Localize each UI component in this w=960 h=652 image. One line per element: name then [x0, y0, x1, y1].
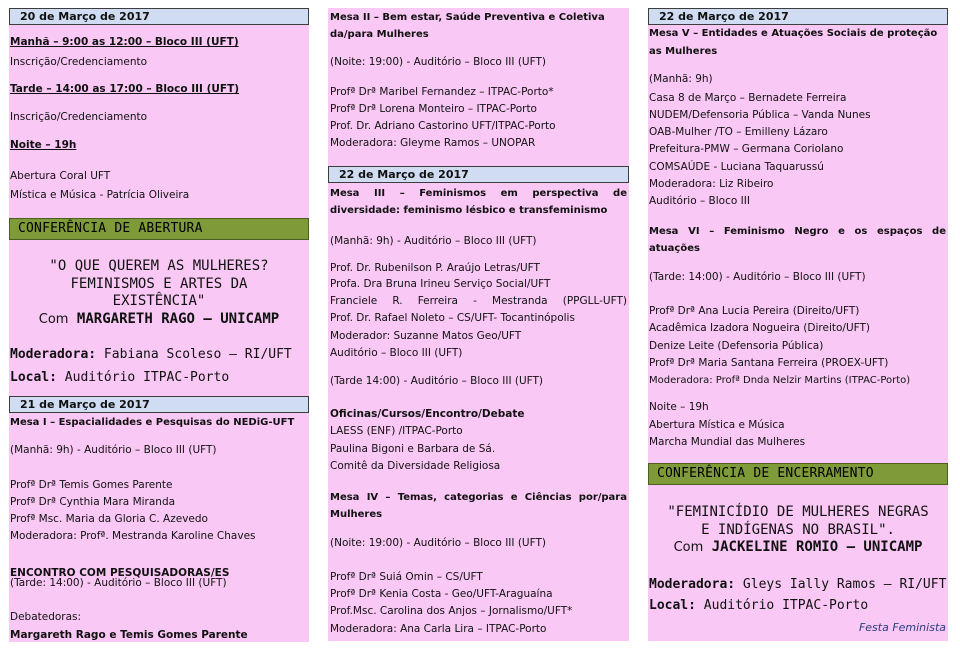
mesa-4-speaker: Profª Drª Kenia Costa - Geo/UFT-Araguaína [330, 588, 553, 600]
closing-title-line-2: E INDÍGENAS NO BRASIL". [701, 521, 895, 538]
mesa-5-speaker: Prefeitura-PMW – Germana Coriolano [649, 143, 844, 155]
mesa-6-title-line-1: Mesa VI – Feminismo Negro e os espaços de [649, 226, 946, 237]
date-header-20-marco: 20 de Março de 2017 [9, 8, 309, 25]
night-item: Marcha Mundial das Mulheres [649, 436, 806, 448]
mesa-3-time: (Manhã: 9h) - Auditório – Bloco III (UFT) [330, 235, 537, 247]
mesa-4-moderator: Moderadora: Ana Carla Lira – ITPAC-Porto [330, 623, 547, 635]
mesa-2-speaker: Profª Drª Maribel Fernandez – ITPAC-Porto* [330, 86, 554, 98]
mesa-3-speaker: Prof. Dr. Rafael Noleto – CS/UFT- Tocantinópolis [330, 312, 575, 324]
mesa-5-location: Auditório – Bloco III [649, 195, 750, 207]
opening-choir-text: Abertura Coral UFT [10, 170, 111, 182]
mesa-5-title-line-1: Mesa V – Entidades e Atuações Sociais de proteção [649, 28, 938, 39]
night-session-heading: Noite – 19h [10, 139, 77, 151]
date-header-22-marco: 22 de Março de 2017 [328, 166, 629, 183]
opening-title-line-3: EXISTÊNCIA" [112, 293, 206, 309]
mesa-2-speaker: Profª Drª Lorena Monteiro – ITPAC-Porto [330, 103, 537, 115]
date-header-22-marco-col3: 22 de Março de 2017 [648, 8, 948, 25]
night-item: Abertura Mística e Música [649, 419, 785, 431]
opening-conference-title [9, 258, 309, 328]
mesa-5-time: (Manhã: 9h) [649, 73, 713, 85]
workshop-item: Paulina Bigoni e Barbara de Sá. [330, 443, 496, 455]
afternoon-session-heading: Tarde – 14:00 as 17:00 – Bloco III (UFT) [10, 83, 240, 95]
researchers-meeting-title: ENCONTRO COM PESQUISADORAS/ES [10, 567, 230, 579]
mesa-5-speaker: NUDEM/Defensoria Pública – Vanda Nunes [649, 109, 871, 121]
mesa-3-speaker: Franciele R. Ferreira - Mestranda (PPGLL-UFT) [330, 295, 627, 307]
closing-moderator-value: Gleys Ially Ramos – RI/UFT [742, 577, 947, 592]
mesa-5-title-line-2: as Mulheres [649, 46, 718, 57]
debaters-names: Margareth Rago e Temis Gomes Parente [10, 629, 248, 641]
opening-moderator [10, 348, 292, 361]
opening-speaker-name: MARGARETH RAGO – UNICAMP [76, 310, 280, 327]
mesa-5-speaker: COMSAÚDE - Luciana Taquarussú [649, 161, 824, 173]
afternoon-time: (Tarde 14:00) - Auditório – Bloco III (UFT) [330, 375, 544, 387]
mesa-4-title-line-2: Mulheres [330, 509, 383, 520]
closing-location-value: Auditório ITPAC-Porto [703, 598, 869, 613]
opening-speaker [9, 311, 309, 329]
closing-conference-title [648, 504, 948, 557]
mesa-4-speaker: Profª Drª Suiá Omin – CS/UFT [330, 571, 483, 583]
closing-location-label: Local: [649, 598, 696, 613]
closing-conference-banner: CONFERÊNCIA DE ENCERRAMENTO [648, 463, 948, 485]
mesa-5-speaker: Casa 8 de Março – Bernadete Ferreira [649, 92, 847, 104]
mesa-3-title-line-2: diversidade: feminismo lésbico e transfeminismo [330, 205, 608, 216]
mesa-2-moderator: Moderadora: Gleyme Ramos – UNOPAR [330, 137, 536, 149]
mesa-1-moderator: Moderadora: Profª. Mestranda Karoline Chaves [10, 530, 256, 542]
column-1-panel [9, 8, 309, 642]
mesa-1-speaker: Profª Drª Cynthia Mara Miranda [10, 496, 176, 508]
mesa-3-title-line-1: Mesa III – Feminismos em perspectiva de [330, 188, 627, 199]
mesa-3-speaker: Profa. Dra Bruna Irineu Serviço Social/UFT [330, 278, 551, 290]
mesa-6-title-line-2: atuações [649, 243, 700, 254]
researchers-meeting-time: (Tarde: 14:00) - Auditório – Bloco III (UFT) [10, 577, 227, 589]
registration-text-afternoon: Inscrição/Credenciamento [10, 111, 148, 123]
mesa-4-time: (Noite: 19:00) - Auditório – Bloco III (UFT) [330, 537, 546, 549]
mesa-2-title-line-2: da/para Mulheres [330, 29, 429, 40]
mesa-1-speaker: Profª Msc. Maria da Gloria C. Azevedo [10, 513, 208, 525]
feminist-party-text: Festa Feminista [858, 621, 946, 634]
mesa-4-title-line-1: Mesa IV – Temas, categorias e Ciências por/para [330, 492, 627, 503]
opening-conference-banner: CONFERÊNCIA DE ABERTURA [9, 218, 309, 240]
workshop-item: Comitê da Diversidade Religiosa [330, 460, 501, 472]
registration-text-morning: Inscrição/Credenciamento [10, 56, 148, 68]
opening-moderator-value: Fabiana Scoleso – RI/UFT [103, 347, 292, 362]
closing-moderator-label: Moderadora: [649, 577, 736, 592]
morning-session-heading: Manhã – 9:00 as 12:00 – Bloco III (UFT) [10, 36, 239, 48]
mesa-3-location: Auditório – Bloco III (UFT) [330, 347, 463, 359]
mesa-4-speaker: Prof.Msc. Carolina dos Anjos – Jornalismo/UFT* [330, 605, 573, 617]
opening-speaker-prefix: Com [38, 311, 69, 327]
mesa-1-time: (Manhã: 9h) - Auditório – Bloco III (UFT) [10, 444, 217, 456]
mesa-1-title: Mesa I – Espacialidades e Pesquisas do NEDiG-UFT [10, 417, 295, 428]
night-item: Noite – 19h [649, 401, 709, 413]
mesa-6-speaker: Profª Drª Maria Santana Ferreira (PROEX-UFT) [649, 357, 889, 369]
closing-speaker-name: JACKELINE ROMIO – UNICAMP [711, 539, 923, 555]
closing-title-line-1: "FEMINICÍDIO DE MULHERES NEGRAS [667, 504, 929, 520]
opening-location [10, 371, 229, 384]
closing-moderator [649, 578, 946, 591]
workshop-item: LAESS (ENF) /ITPAC-Porto [330, 425, 463, 437]
closing-speaker [648, 539, 948, 557]
mesa-6-speaker: Profª Drª Ana Lucia Pereira (Direito/UFT) [649, 305, 860, 317]
mesa-5-moderator: Moderadora: Liz Ribeiro [649, 178, 774, 190]
mesa-2-title-line-1: Mesa II – Bem estar, Saúde Preventiva e Coletiva [330, 12, 605, 23]
debaters-label: Debatedoras: [10, 611, 82, 623]
mesa-3-moderator: Moderador: Suzanne Matos Geo/UFT [330, 330, 522, 342]
opening-location-label: Local: [10, 370, 57, 385]
date-header-21-marco: 21 de Março de 2017 [9, 396, 309, 413]
column-3-panel [648, 8, 948, 641]
mesa-6-moderator: Moderadora: Profª Dnda Nelzir Martins (ITPAC-Porto) [649, 375, 911, 386]
workshops-title: Oficinas/Cursos/Encontro/Debate [330, 408, 525, 420]
mesa-1-speaker: Profª Drª Temis Gomes Parente [10, 479, 173, 491]
mesa-2-speaker: Prof. Dr. Adriano Castorino UFT/ITPAC-Porto [330, 120, 556, 132]
closing-speaker-prefix: Com [673, 540, 704, 555]
column-2-panel [328, 8, 629, 641]
opening-title-line-1: "O QUE QUEREM AS MULHERES? [49, 258, 269, 274]
opening-title-line-2: FEMINISMOS E ARTES DA [70, 275, 248, 292]
mystic-music-text: Mística e Música - Patrícia Oliveira [10, 189, 190, 201]
closing-location [649, 599, 868, 612]
mesa-6-time: (Tarde: 14:00) - Auditório – Bloco III (UFT) [649, 271, 866, 283]
mesa-3-speaker: Prof. Dr. Rubenilson P. Araújo Letras/UFT [330, 262, 540, 274]
opening-location-value: Auditório ITPAC-Porto [64, 370, 230, 385]
mesa-2-time: (Noite: 19:00) - Auditório – Bloco III (UFT) [330, 56, 546, 68]
mesa-5-speaker: OAB-Mulher /TO – Emilleny Lázaro [649, 126, 828, 138]
mesa-6-speaker: Denize Leite (Defensoria Pública) [649, 340, 824, 352]
opening-moderator-label: Moderadora: [10, 347, 97, 362]
mesa-6-speaker: Acadêmica Izadora Nogueira (Direito/UFT) [649, 322, 870, 334]
